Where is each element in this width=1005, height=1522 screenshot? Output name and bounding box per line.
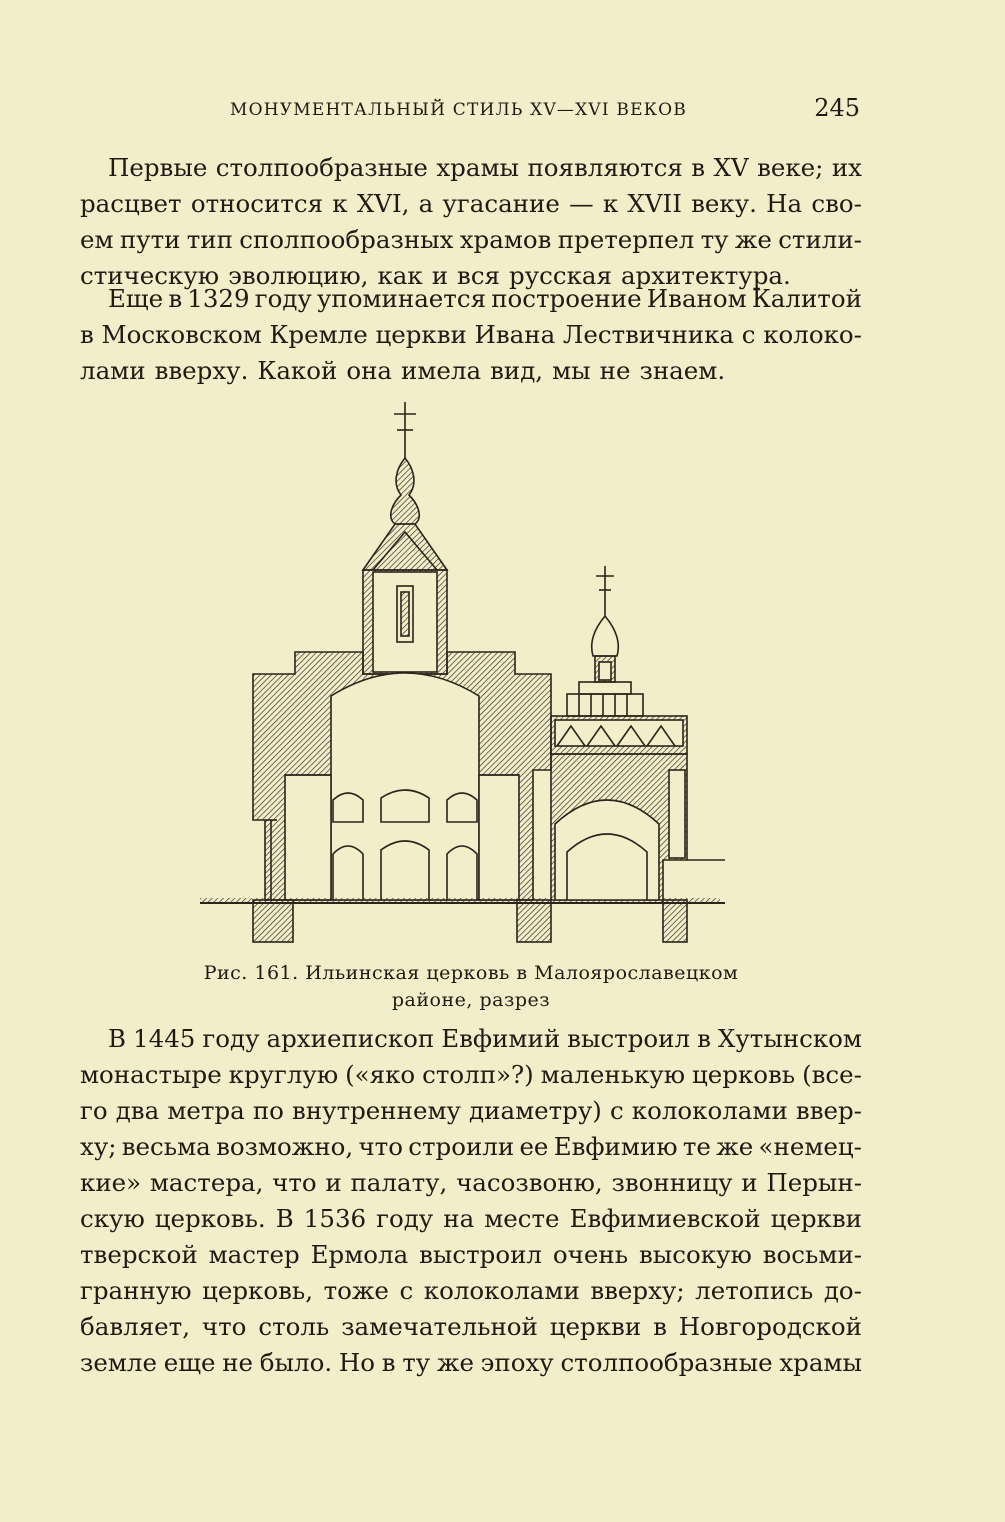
word: с bbox=[741, 320, 756, 349]
word: столпообразные bbox=[215, 153, 428, 182]
word: угасание bbox=[442, 189, 560, 218]
word: «немец- bbox=[758, 1132, 862, 1161]
caption-line-2: районе, разрез bbox=[391, 989, 551, 1011]
word: круглую bbox=[228, 1060, 339, 1089]
word: часозвоню, bbox=[456, 1168, 603, 1197]
paragraph-3 bbox=[80, 1021, 862, 1381]
word: к bbox=[602, 189, 619, 218]
word: месте bbox=[484, 1204, 560, 1233]
word: ху; bbox=[80, 1132, 117, 1161]
word: XVI, bbox=[356, 189, 410, 218]
word: как bbox=[377, 261, 423, 290]
word: ввер- bbox=[795, 1096, 862, 1125]
word: строили bbox=[408, 1132, 515, 1161]
word: Евфимию bbox=[553, 1132, 678, 1161]
word: В bbox=[108, 1024, 127, 1053]
text-line bbox=[80, 1021, 862, 1057]
word: Евфимий bbox=[441, 1024, 561, 1053]
word: на bbox=[443, 1204, 475, 1233]
word: мастер bbox=[208, 1240, 300, 1269]
word: храмы bbox=[779, 1348, 862, 1377]
word: звонницу bbox=[611, 1168, 733, 1197]
word: те bbox=[682, 1132, 711, 1161]
word: с bbox=[399, 1276, 414, 1305]
text-line bbox=[80, 222, 862, 258]
word: Московском bbox=[101, 320, 262, 349]
word: в bbox=[697, 1024, 711, 1053]
word: маленькую bbox=[540, 1060, 686, 1089]
word: вид, bbox=[490, 356, 544, 385]
text-line bbox=[80, 1309, 862, 1345]
word: Хутынском bbox=[717, 1024, 862, 1053]
word: ее bbox=[519, 1132, 549, 1161]
word: храмы bbox=[436, 153, 520, 182]
word: что bbox=[201, 1312, 247, 1341]
word: же bbox=[716, 1132, 754, 1161]
word: столь bbox=[258, 1312, 330, 1341]
text-line bbox=[80, 1165, 862, 1201]
word: относится bbox=[190, 189, 324, 218]
word: диаметру) bbox=[469, 1096, 602, 1125]
word: ту bbox=[700, 225, 729, 254]
word: и bbox=[741, 1168, 758, 1197]
word: очень bbox=[552, 1240, 629, 1269]
word: метра bbox=[167, 1096, 245, 1125]
word: выстроил bbox=[567, 1024, 691, 1053]
running-head bbox=[80, 96, 860, 126]
word: же bbox=[436, 1348, 474, 1377]
word: два bbox=[115, 1096, 160, 1125]
word: Еще bbox=[108, 284, 164, 313]
word: и bbox=[325, 1168, 342, 1197]
word: в bbox=[691, 153, 706, 182]
text-line bbox=[80, 1129, 862, 1165]
word: скую bbox=[80, 1204, 145, 1233]
word: монастыре bbox=[80, 1060, 222, 1089]
word: архиепископ bbox=[266, 1024, 435, 1053]
word: лами bbox=[80, 356, 146, 385]
word: что bbox=[358, 1132, 403, 1161]
text-line bbox=[80, 1345, 862, 1381]
word: веку. bbox=[691, 189, 757, 218]
word: Какой bbox=[257, 356, 338, 385]
word: тип bbox=[186, 225, 233, 254]
word: церкви bbox=[375, 320, 467, 349]
word: Но bbox=[338, 1348, 375, 1377]
word: было. bbox=[259, 1348, 333, 1377]
word: ем bbox=[80, 225, 114, 254]
word: сполпообразных bbox=[239, 225, 454, 254]
word: стическую bbox=[80, 261, 220, 290]
word: («яко bbox=[345, 1060, 416, 1089]
word: церковь, bbox=[202, 1276, 314, 1305]
word: — bbox=[569, 189, 594, 218]
word: го bbox=[80, 1096, 108, 1125]
text-line bbox=[80, 1237, 862, 1273]
word: Кремле bbox=[269, 320, 368, 349]
paragraph-1 bbox=[80, 150, 862, 294]
word: колоколами bbox=[423, 1276, 580, 1305]
word: Ермола bbox=[310, 1240, 409, 1269]
word: не bbox=[599, 356, 631, 385]
word: же bbox=[734, 225, 772, 254]
word: она bbox=[346, 356, 393, 385]
word: веке; bbox=[757, 153, 824, 182]
word: к bbox=[332, 189, 348, 218]
word: 1445 bbox=[133, 1024, 196, 1053]
word: храмов bbox=[459, 225, 552, 254]
word: году bbox=[202, 1024, 260, 1053]
text-line bbox=[80, 1273, 862, 1309]
word: Новгородской bbox=[678, 1312, 862, 1341]
word: претерпел bbox=[557, 225, 695, 254]
word: вверху; bbox=[590, 1276, 685, 1305]
word: знаем. bbox=[639, 356, 726, 385]
text-line bbox=[80, 353, 862, 389]
text-line bbox=[80, 1093, 862, 1129]
word: кие» bbox=[80, 1168, 142, 1197]
word: эволюцию, bbox=[228, 261, 369, 290]
word: пути bbox=[119, 225, 181, 254]
word: вся bbox=[457, 261, 501, 290]
word: и bbox=[431, 261, 449, 290]
word: колоколами bbox=[631, 1096, 788, 1125]
text-line bbox=[80, 317, 862, 353]
word: не bbox=[222, 1348, 254, 1377]
word: их bbox=[831, 153, 862, 182]
word: в bbox=[168, 284, 183, 313]
word: архитектура. bbox=[620, 261, 791, 290]
word: XVII bbox=[627, 189, 682, 218]
caption-line-1: Рис. 161. Ильинская церковь в Малоярославецком bbox=[203, 962, 739, 984]
church-section-figure bbox=[195, 400, 735, 950]
text-line bbox=[80, 1057, 862, 1093]
word: Калитой bbox=[751, 284, 862, 313]
word: в bbox=[381, 1348, 396, 1377]
word: имела bbox=[401, 356, 482, 385]
page-number: 245 bbox=[814, 94, 860, 122]
word: бавляет, bbox=[80, 1312, 191, 1341]
word: церкви bbox=[549, 1312, 642, 1341]
word: Евфимиевской bbox=[569, 1204, 761, 1233]
word: построение bbox=[491, 284, 642, 313]
word: земле bbox=[80, 1348, 157, 1377]
paragraph-2 bbox=[80, 281, 862, 389]
word: внутреннему bbox=[292, 1096, 461, 1125]
word: церковь. bbox=[154, 1204, 266, 1233]
word: замечательной bbox=[341, 1312, 538, 1341]
word: Иваном bbox=[646, 284, 747, 313]
word: стили- bbox=[778, 225, 862, 254]
word: по bbox=[252, 1096, 284, 1125]
word: 1329 bbox=[187, 284, 250, 313]
word: в bbox=[80, 320, 94, 349]
word: высокую bbox=[638, 1240, 752, 1269]
figure-caption bbox=[80, 960, 862, 1014]
word: вверху. bbox=[154, 356, 249, 385]
word: году bbox=[376, 1204, 434, 1233]
word: столп»?) bbox=[422, 1060, 534, 1089]
word: весьма bbox=[121, 1132, 211, 1161]
word: до- bbox=[823, 1276, 862, 1305]
word: появляются bbox=[527, 153, 683, 182]
word: в bbox=[653, 1312, 667, 1341]
text-line bbox=[80, 150, 862, 186]
word: тоже bbox=[323, 1276, 389, 1305]
word: что bbox=[272, 1168, 317, 1197]
word: В bbox=[275, 1204, 294, 1233]
word: церкви bbox=[770, 1204, 862, 1233]
word: году bbox=[254, 284, 312, 313]
word: палату, bbox=[350, 1168, 448, 1197]
church-section-drawing bbox=[195, 400, 735, 950]
word: мы bbox=[552, 356, 591, 385]
word: возможно, bbox=[216, 1132, 354, 1161]
word: расцвет bbox=[80, 189, 182, 218]
word: русская bbox=[509, 261, 612, 290]
word: Перын- bbox=[766, 1168, 862, 1197]
word: На bbox=[766, 189, 803, 218]
word: 1536 bbox=[303, 1204, 367, 1233]
word: еще bbox=[163, 1348, 216, 1377]
word: выстроил bbox=[419, 1240, 542, 1269]
word: XV bbox=[713, 153, 749, 182]
word: гранную bbox=[80, 1276, 192, 1305]
word: с bbox=[609, 1096, 624, 1125]
word: ту bbox=[402, 1348, 431, 1377]
word: тверской bbox=[80, 1240, 198, 1269]
text-line bbox=[80, 186, 862, 222]
word: колоко- bbox=[763, 320, 862, 349]
word: Ивана bbox=[474, 320, 556, 349]
word: Первые bbox=[108, 153, 208, 182]
word: эпоху bbox=[480, 1348, 554, 1377]
word: упоминается bbox=[316, 284, 487, 313]
word: сво- bbox=[811, 189, 862, 218]
word: церковь bbox=[692, 1060, 796, 1089]
running-title: МОНУМЕНТАЛЬНЫЙ СТИЛЬ XV—XVI ВЕКОВ bbox=[230, 100, 687, 120]
word: Лествичника bbox=[562, 320, 735, 349]
word: восьми- bbox=[762, 1240, 862, 1269]
word: летопись bbox=[695, 1276, 814, 1305]
word: столпообразные bbox=[560, 1348, 773, 1377]
word: мастера, bbox=[149, 1168, 264, 1197]
text-line bbox=[80, 1201, 862, 1237]
text-line bbox=[80, 281, 862, 317]
word: (все- bbox=[802, 1060, 862, 1089]
word: а bbox=[418, 189, 434, 218]
